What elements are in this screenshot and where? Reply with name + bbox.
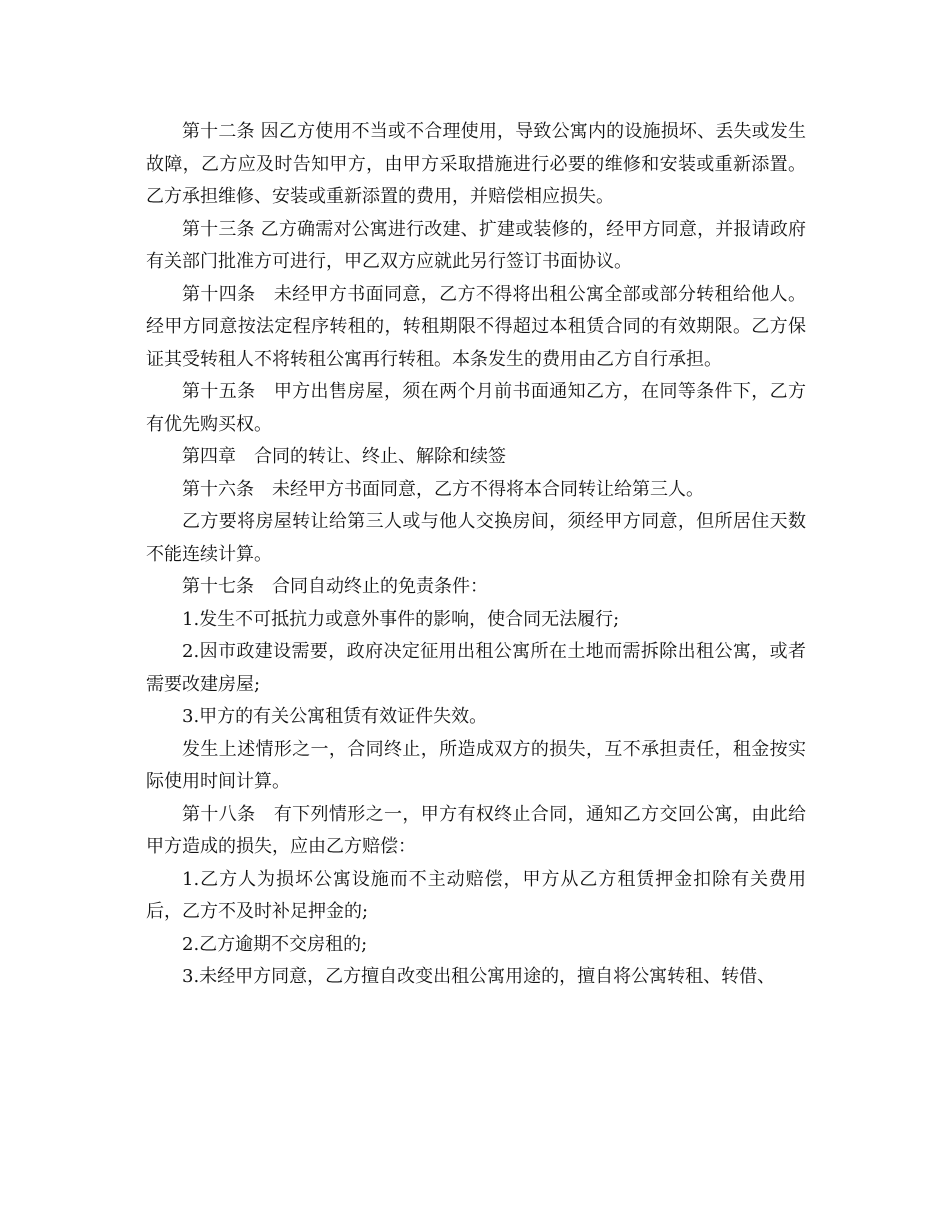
- article-18-item-1: 1.乙方人为损坏公寓设施而不主动赔偿，甲方从乙方租赁押金扣除有关费用后，乙方不及时补足押金的;: [146, 868, 806, 922]
- article-17-item-1: 1.发生不可抵抗力或意外事件的影响，使合同无法履行;: [182, 608, 620, 630]
- chapter-4-heading: 第四章 合同的转让、终止、解除和续签: [182, 446, 506, 467]
- article-14: 第十四条 未经甲方书面同意，乙方不得将出租公寓全部或部分转租给他人。经甲方同意按法定程序转租的，转租期限不得超过本租赁合同的有效期限。乙方保证其受转租人不将转租公寓再行转租。本条发生的费用由乙方自行承担。: [146, 283, 806, 370]
- document-page: [146, 116, 806, 994]
- article-12: 第十二条 因乙方使用不当或不合理使用，导致公寓内的设施损坏、丢失或发生故障，乙方应及时告知甲方，由甲方采取措施进行必要的维修和安装或重新添置。乙方承担维修、安装或重新添置的费用，并赔偿相应损失。: [146, 121, 806, 207]
- article-17-item-2: 2.因市政建设需要，政府决定征用出租公寓所在土地而需拆除出租公寓，或者需要改建房屋;: [146, 641, 806, 695]
- article-17-item-3: 3.甲方的有关公寓租赁有效证件失效。: [182, 706, 488, 727]
- article-16: 第十六条 未经甲方书面同意，乙方不得将本合同转让给第三人。: [182, 478, 704, 500]
- article-13: 第十三条 乙方确需对公寓进行改建、扩建或装修的，经甲方同意，并报请政府有关部门批准方可进行，甲乙双方应就此另行签订书面协议。: [146, 218, 806, 272]
- article-18-item-2: 2.乙方逾期不交房租的;: [182, 933, 368, 955]
- article-17-conclusion: 发生上述情形之一，合同终止，所造成双方的损失，互不承担责任，租金按实际使用时间计算。: [146, 738, 806, 792]
- article-17: 第十七条 合同自动终止的免责条件：: [182, 576, 488, 597]
- article-15: 第十五条 甲方出售房屋，须在两个月前书面通知乙方，在同等条件下，乙方有优先购买权。: [146, 381, 806, 435]
- article-16-continued: 乙方要将房屋转让给第三人或与他人交换房间，须经甲方同意，但所居住天数不能连续计算。: [146, 511, 806, 565]
- article-18-item-3: 3.未经甲方同意，乙方擅自改变出租公寓用途的，擅自将公寓转租、转借、: [182, 966, 776, 987]
- article-18: 第十八条 有下列情形之一，甲方有权终止合同，通知乙方交回公寓，由此给甲方造成的损失，应由乙方赔偿：: [146, 803, 806, 857]
